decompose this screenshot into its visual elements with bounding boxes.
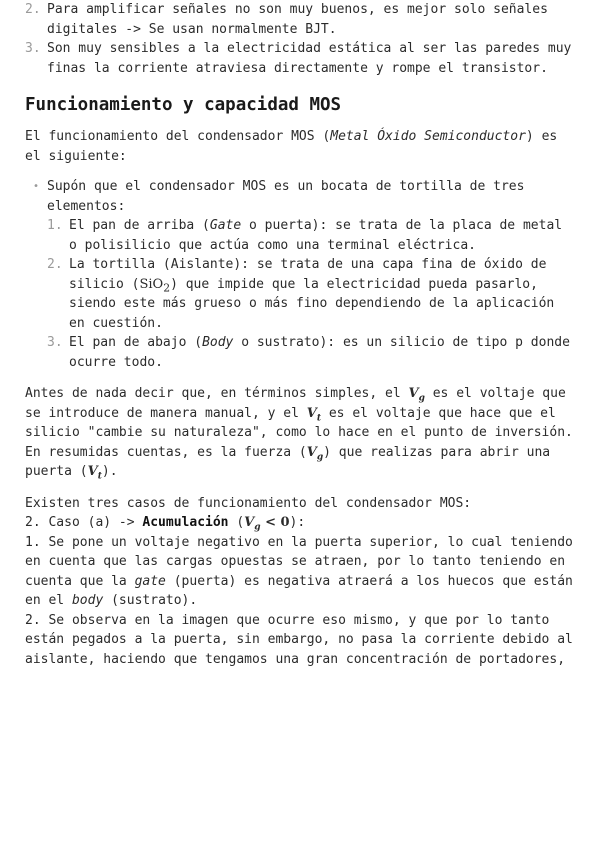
cases-paragraph xyxy=(25,494,575,670)
sio2-subscript: 2 xyxy=(163,281,171,295)
case-paren: ( xyxy=(228,515,245,530)
sio2-formula xyxy=(139,276,171,295)
list-item xyxy=(25,39,575,78)
list-text-after: ) que impide que la electricidad pueda pasarlo, siendo este más grueso o más fino dependiendo de la aplicación en cuestión. xyxy=(69,276,555,331)
list-number: 1. xyxy=(47,218,63,233)
list-item xyxy=(47,216,575,255)
step-text: (puerta) es negativa atraerá a los huecos que están en el xyxy=(25,573,573,608)
list-number: 3. xyxy=(25,41,41,56)
math-subscript: g xyxy=(418,393,425,404)
paragraph-text: es el voltaje que hace que el silicio "cambie su naturaleza", como lo hace en el punto de inversión. En resumidas cuentas, es la fuerza ( xyxy=(25,405,573,460)
math-inequality: < 0 xyxy=(260,515,290,530)
case-name: Acumulación xyxy=(142,515,229,530)
step-text: (sustrato). xyxy=(103,593,198,608)
gate-emphasis: gate xyxy=(134,573,166,589)
document-page xyxy=(25,0,575,669)
paragraph-text: Antes de nada decir que, en términos simples, el xyxy=(25,386,409,401)
body-emphasis: Body xyxy=(202,335,234,350)
math-subscript: t xyxy=(97,471,102,482)
paragraph-text: ). xyxy=(101,464,118,479)
list-item-text: Son muy sensibles a la electricidad estática al ser las paredes muy finas la corriente atraviesa directamente y rompe el transistor. xyxy=(47,41,572,76)
list-number: 2. xyxy=(25,2,41,17)
cases-intro-line: Existen tres casos de funcionamiento del condensador MOS: xyxy=(25,495,472,511)
top-numbered-list xyxy=(25,0,575,78)
vg-symbol xyxy=(408,386,425,404)
math-subscript: t xyxy=(316,413,322,424)
vg-symbol xyxy=(306,444,324,463)
math-base: V xyxy=(244,515,255,530)
case-prefix: 2. Caso (a) -> xyxy=(25,515,143,530)
math-base: V xyxy=(87,464,98,479)
vt-symbol xyxy=(306,405,322,424)
paragraph-text: ) que realizas para abrir una puerta ( xyxy=(25,444,551,479)
math-base: V xyxy=(306,444,317,460)
paragraph-text: es el voltaje que se introduce de manera manual, y el xyxy=(25,386,566,421)
case-condition xyxy=(244,515,290,533)
intro-paragraph xyxy=(25,127,575,166)
list-item xyxy=(47,333,575,372)
list-text-before: El pan de arriba ( xyxy=(69,218,210,233)
math-subscript: g xyxy=(316,452,324,463)
math-base: V xyxy=(306,405,317,421)
intro-text-before: El funcionamiento del condensador MOS ( xyxy=(25,129,331,144)
case-paren: ): xyxy=(289,515,306,530)
case-heading-line xyxy=(25,513,575,533)
bullet-text: Supón que el condensador MOS es un bocata de tortilla de tres elementos: xyxy=(47,179,525,214)
list-text-after: o puerta): se trata de la placa de metal o polisilicio que actúa como una terminal eléctrica. xyxy=(69,218,563,253)
step-1 xyxy=(25,533,575,611)
math-subscript: g xyxy=(254,522,261,533)
gate-emphasis: Gate xyxy=(209,218,242,233)
math-base: V xyxy=(408,386,419,401)
nested-numbered-list xyxy=(47,216,575,372)
list-number: 3. xyxy=(47,335,63,350)
list-text-after: o sustrato): es un silicio de tipo p donde ocurre todo. xyxy=(69,335,570,370)
bullet-list xyxy=(25,177,575,372)
bullet-item xyxy=(25,177,575,372)
bullet-marker: • xyxy=(33,181,40,192)
list-item xyxy=(47,255,575,333)
body-emphasis: body xyxy=(71,593,104,608)
step-2: 2. Se observa en la imagen que ocurre eso mismo, y que por lo tanto están pegados a la puerta, sin embargo, no pasa la corriente debido al aislante, haciendo que tengamos una gran concentración de portadores, xyxy=(25,612,573,667)
voltage-paragraph xyxy=(25,384,575,482)
list-text-before: La tortilla (Aislante): se trata de una capa fina de óxido de silicio ( xyxy=(69,257,547,292)
list-number: 2. xyxy=(47,257,63,272)
intro-emphasis: Metal Óxido Semiconductor xyxy=(330,129,526,144)
vt-symbol xyxy=(87,464,102,482)
section-heading: Funcionamiento y capacidad MOS xyxy=(25,95,342,115)
step-text: 1. Se pone un voltaje negativo en la puerta superior, lo cual teniendo en cuenta que las cargas opuestas se atraen, por lo tanto teniendo en cuenta que la xyxy=(25,534,573,589)
list-item xyxy=(25,0,575,39)
sio2-base: SiO xyxy=(139,276,164,292)
list-text-before: El pan de abajo ( xyxy=(69,335,203,350)
list-item-text: Para amplificar señales no son muy buenos, es mejor solo señales digitales -> Se usan normalmente BJT. xyxy=(47,2,548,37)
intro-text-after: ) es el siguiente: xyxy=(25,129,558,164)
